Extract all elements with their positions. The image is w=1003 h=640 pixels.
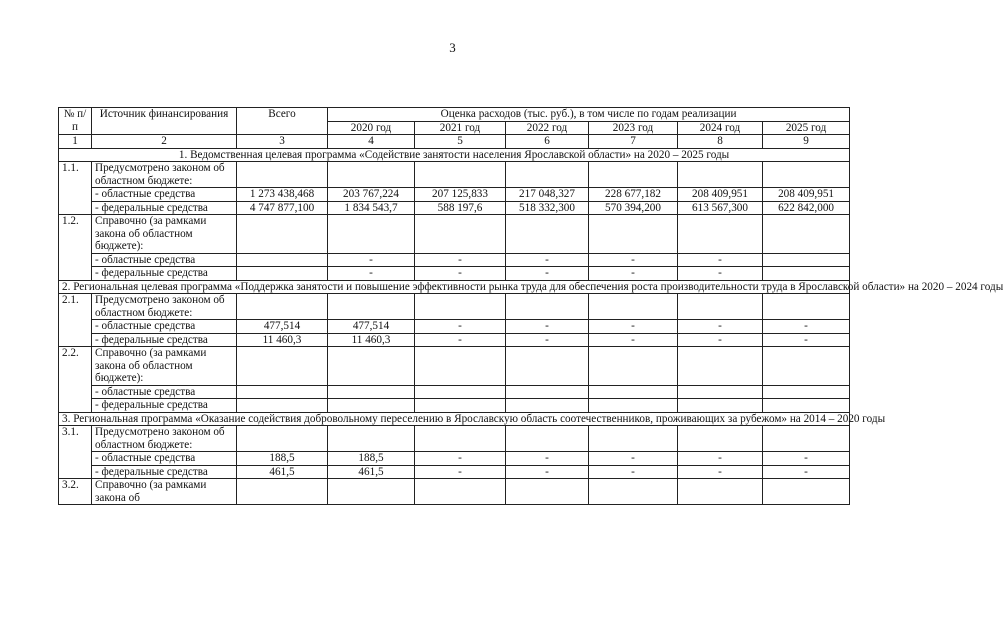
year-value: - [678,465,763,479]
year-value: - [589,465,678,479]
table-row [59,267,850,281]
header-num: № п/п [59,108,92,135]
table-body [59,148,1003,505]
empty-cell [589,215,678,254]
year-value: 570 394,200 [589,201,678,215]
empty-cell [678,426,763,452]
year-value: - [328,253,415,267]
year-value: 203 767,224 [328,188,415,202]
group-heading: Справочно (за рамками закона об областном бюджете): [92,347,237,386]
empty-cell [589,347,678,386]
empty-cell [678,479,763,505]
year-value: 217 048,327 [506,188,589,202]
section-title: 1. Ведомственная целевая программа «Содействие занятости населения Ярославской области» на 2020 – 2025 годы [59,148,850,162]
section-row [59,148,850,162]
year-value: 11 460,3 [328,333,415,347]
row-number: 2.1. [59,294,92,347]
funding-source-label: - федеральные средства [92,399,237,413]
year-value: - [678,452,763,466]
header-year: 2024 год [678,121,763,135]
header-estimate: Оценка расходов (тыс. руб.), в том числе по годам реализации [328,108,850,122]
year-value: - [589,452,678,466]
year-value: - [506,267,589,281]
column-number: 2 [92,135,237,149]
group-heading: Предусмотрено законом об областном бюджете: [92,162,237,188]
year-value [763,267,850,281]
year-value: 477,514 [328,320,415,334]
total-value: 188,5 [237,452,328,466]
total-value: 461,5 [237,465,328,479]
empty-cell [415,294,506,320]
year-value: 228 677,182 [589,188,678,202]
total-value [237,399,328,413]
year-value [763,399,850,413]
empty-cell [506,215,589,254]
empty-cell [237,294,328,320]
table-row [59,385,850,399]
group-heading-row [59,347,850,386]
year-value: 588 197,6 [415,201,506,215]
empty-cell [506,294,589,320]
table-row [59,320,850,334]
year-value [415,385,506,399]
column-number: 3 [237,135,328,149]
year-value: - [678,267,763,281]
empty-cell [415,426,506,452]
funding-source-label: - областные средства [92,385,237,399]
total-value: 11 460,3 [237,333,328,347]
empty-cell [678,347,763,386]
empty-cell [506,347,589,386]
year-value: - [763,452,850,466]
header-year: 2021 год [415,121,506,135]
year-value: - [415,465,506,479]
total-value: 4 747 877,100 [237,201,328,215]
group-heading-row [59,162,850,188]
header-year: 2020 год [328,121,415,135]
empty-cell [678,294,763,320]
budget-table [58,107,1003,505]
year-value [589,399,678,413]
year-value: 518 332,300 [506,201,589,215]
empty-cell [415,347,506,386]
year-value [678,399,763,413]
year-value [678,385,763,399]
empty-cell [763,479,850,505]
year-value [506,399,589,413]
group-heading-row [59,479,850,505]
year-value: 207 125,833 [415,188,506,202]
year-value: - [678,253,763,267]
year-value [589,385,678,399]
empty-cell [328,162,415,188]
group-heading: Предусмотрено законом об областном бюджете: [92,294,237,320]
year-value: - [589,320,678,334]
year-value: - [506,465,589,479]
column-number: 4 [328,135,415,149]
year-value: - [506,452,589,466]
year-value [763,253,850,267]
row-number: 3.2. [59,479,92,505]
year-value: - [415,267,506,281]
table-row [59,333,850,347]
total-value [237,385,328,399]
group-heading: Справочно (за рамками закона об [92,479,237,505]
table-row [59,399,850,413]
column-number: 9 [763,135,850,149]
year-value: - [415,452,506,466]
table-row [59,465,850,479]
empty-cell [506,479,589,505]
empty-cell [328,426,415,452]
year-value: - [415,253,506,267]
empty-cell [678,162,763,188]
row-number: 1.1. [59,162,92,215]
section-title: 2. Региональная целевая программа «Поддержка занятости и повышение эффективности рынка труда для обеспечения роста производительности труда в Ярославской области» на 2020 – 2024 годы [59,280,850,294]
empty-cell [415,162,506,188]
empty-cell [328,479,415,505]
year-value [506,385,589,399]
empty-cell [415,215,506,254]
year-value: - [506,253,589,267]
group-heading-row [59,294,850,320]
empty-cell [237,479,328,505]
row-number: 2.2. [59,347,92,413]
year-value: - [589,267,678,281]
year-value: 208 409,951 [678,188,763,202]
column-number: 7 [589,135,678,149]
table-row [59,253,850,267]
funding-source-label: - федеральные средства [92,267,237,281]
empty-cell [678,215,763,254]
year-value: - [415,333,506,347]
empty-cell [763,215,850,254]
empty-cell [506,162,589,188]
year-value: - [763,465,850,479]
group-heading: Справочно (за рамками закона об областном бюджете): [92,215,237,254]
year-value: - [328,267,415,281]
empty-cell [328,215,415,254]
year-value: 461,5 [328,465,415,479]
empty-cell [589,426,678,452]
empty-cell [589,479,678,505]
group-heading-row [59,215,850,254]
empty-cell [237,162,328,188]
column-number: 6 [506,135,589,149]
year-value: 208 409,951 [763,188,850,202]
year-value: - [678,320,763,334]
row-number: 3.1. [59,426,92,479]
year-value: 613 567,300 [678,201,763,215]
group-heading-row [59,426,850,452]
header-source: Источник финансирования [92,108,237,135]
empty-cell [763,162,850,188]
section-row [59,280,850,294]
empty-cell [328,347,415,386]
column-number: 5 [415,135,506,149]
empty-cell [763,426,850,452]
empty-cell [415,479,506,505]
table-row [59,188,850,202]
year-value: - [763,320,850,334]
year-value [328,385,415,399]
column-number: 8 [678,135,763,149]
year-value: - [415,320,506,334]
year-value: 1 834 543,7 [328,201,415,215]
header-year: 2025 год [763,121,850,135]
empty-cell [589,162,678,188]
funding-source-label: - федеральные средства [92,201,237,215]
total-value: 1 273 438,468 [237,188,328,202]
year-value: - [506,320,589,334]
table-row [59,452,850,466]
empty-cell [328,294,415,320]
section-row [59,412,850,426]
empty-cell [237,347,328,386]
row-number: 1.2. [59,215,92,281]
funding-source-label: - областные средства [92,188,237,202]
section-title: 3. Региональная программа «Оказание содействия добровольному переселению в Ярославскую область соотечественников, проживающих за рубежом» на 2014 – 2020 годы [59,412,850,426]
funding-source-label: - областные средства [92,320,237,334]
header-year: 2022 год [506,121,589,135]
table-row [59,201,850,215]
empty-cell [506,426,589,452]
group-heading: Предусмотрено законом об областном бюджете: [92,426,237,452]
year-value: - [678,333,763,347]
total-value [237,253,328,267]
year-value [415,399,506,413]
header-total: Всего [237,108,328,135]
funding-source-label: - федеральные средства [92,333,237,347]
empty-cell [589,294,678,320]
year-value: 188,5 [328,452,415,466]
header-year: 2023 год [589,121,678,135]
page-number: 3 [449,40,456,55]
year-value [328,399,415,413]
empty-cell [237,215,328,254]
year-value: - [589,333,678,347]
year-value: - [589,253,678,267]
funding-source-label: - федеральные средства [92,465,237,479]
empty-cell [237,426,328,452]
total-value: 477,514 [237,320,328,334]
year-value [763,385,850,399]
year-value: - [506,333,589,347]
empty-cell [763,294,850,320]
funding-source-label: - областные средства [92,452,237,466]
column-numbers-row [59,135,850,149]
total-value [237,267,328,281]
year-value: - [763,333,850,347]
year-value: 622 842,000 [763,201,850,215]
column-number: 1 [59,135,92,149]
funding-source-label: - областные средства [92,253,237,267]
empty-cell [763,347,850,386]
